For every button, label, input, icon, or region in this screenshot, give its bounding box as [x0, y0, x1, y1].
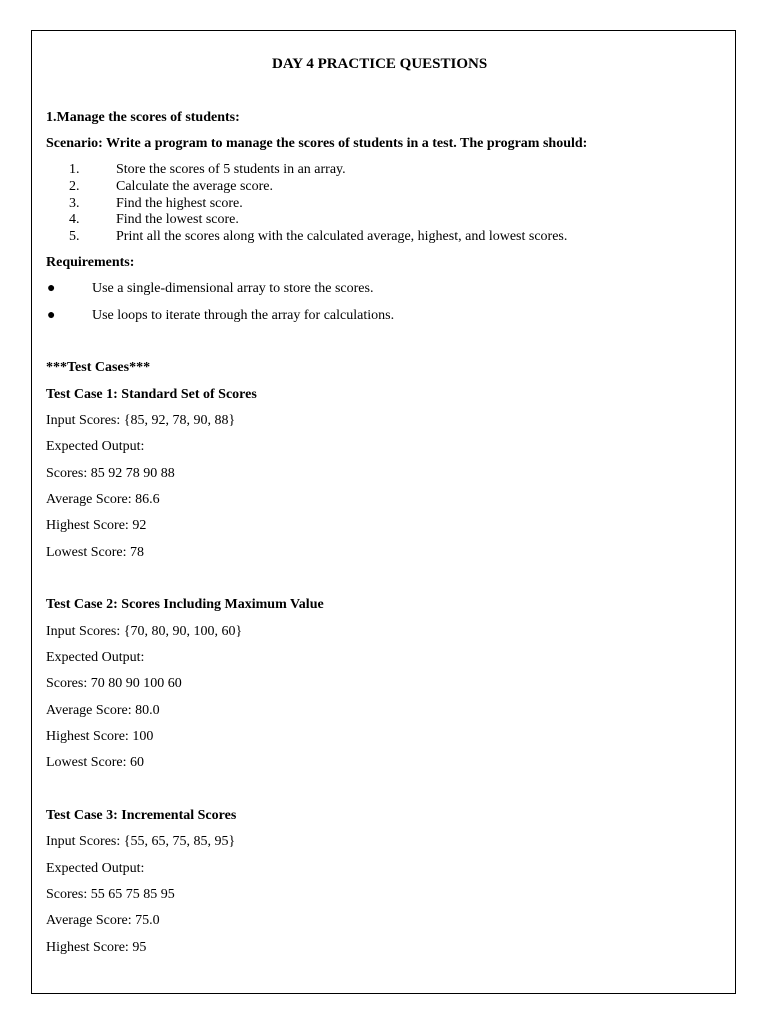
list-item-text: Use a single-dimensional array to store the scores.: [92, 281, 374, 296]
list-item-text: Find the highest score.: [116, 196, 243, 211]
test-case-title: Test Case 3: Incremental Scores: [46, 808, 237, 823]
test-case-highest: Highest Score: 95: [46, 940, 147, 955]
list-item-number: 3.: [69, 196, 80, 211]
test-case-scores: Scores: 70 80 90 100 60: [46, 676, 182, 691]
test-case-average: Average Score: 86.6: [46, 492, 160, 507]
test-case-title: Test Case 2: Scores Including Maximum Value: [46, 597, 324, 612]
test-case-expected-label: Expected Output:: [46, 650, 145, 665]
list-item-number: 1.: [69, 162, 80, 177]
test-case-expected-label: Expected Output:: [46, 439, 145, 454]
list-item-text: Calculate the average score.: [116, 179, 274, 194]
test-case-average: Average Score: 80.0: [46, 703, 160, 718]
requirements-heading: Requirements:: [46, 255, 135, 270]
test-case-highest: Highest Score: 100: [46, 729, 154, 744]
question-heading: 1.Manage the scores of students:: [46, 110, 240, 125]
list-item-number: 4.: [69, 212, 80, 227]
test-case-scores: Scores: 85 92 78 90 88: [46, 466, 175, 481]
list-item-text: Print all the scores along with the calculated average, highest, and lowest scores.: [116, 229, 568, 244]
test-case-scores: Scores: 55 65 75 85 95: [46, 887, 175, 902]
test-cases-heading: ***Test Cases***: [46, 360, 151, 375]
list-item-text: Use loops to iterate through the array for calculations.: [92, 308, 395, 323]
test-case-expected-label: Expected Output:: [46, 861, 145, 876]
list-item-number: 5.: [69, 229, 80, 244]
bullet-icon: ●: [47, 281, 56, 296]
test-case-title: Test Case 1: Standard Set of Scores: [46, 387, 257, 402]
test-case-input: Input Scores: {70, 80, 90, 100, 60}: [46, 624, 243, 639]
document-title: DAY 4 PRACTICE QUESTIONS: [272, 56, 488, 72]
list-item-text: Find the lowest score.: [116, 212, 239, 227]
bullet-icon: ●: [47, 308, 56, 323]
list-item-number: 2.: [69, 179, 80, 194]
test-case-input: Input Scores: {85, 92, 78, 90, 88}: [46, 413, 236, 428]
test-case-average: Average Score: 75.0: [46, 913, 160, 928]
test-case-lowest: Lowest Score: 78: [46, 545, 144, 560]
test-case-input: Input Scores: {55, 65, 75, 85, 95}: [46, 834, 236, 849]
list-item-text: Store the scores of 5 students in an array.: [116, 162, 346, 177]
question-scenario: Scenario: Write a program to manage the scores of students in a test. The program should:: [46, 136, 588, 151]
test-case-highest: Highest Score: 92: [46, 518, 147, 533]
test-case-lowest: Lowest Score: 60: [46, 755, 144, 770]
